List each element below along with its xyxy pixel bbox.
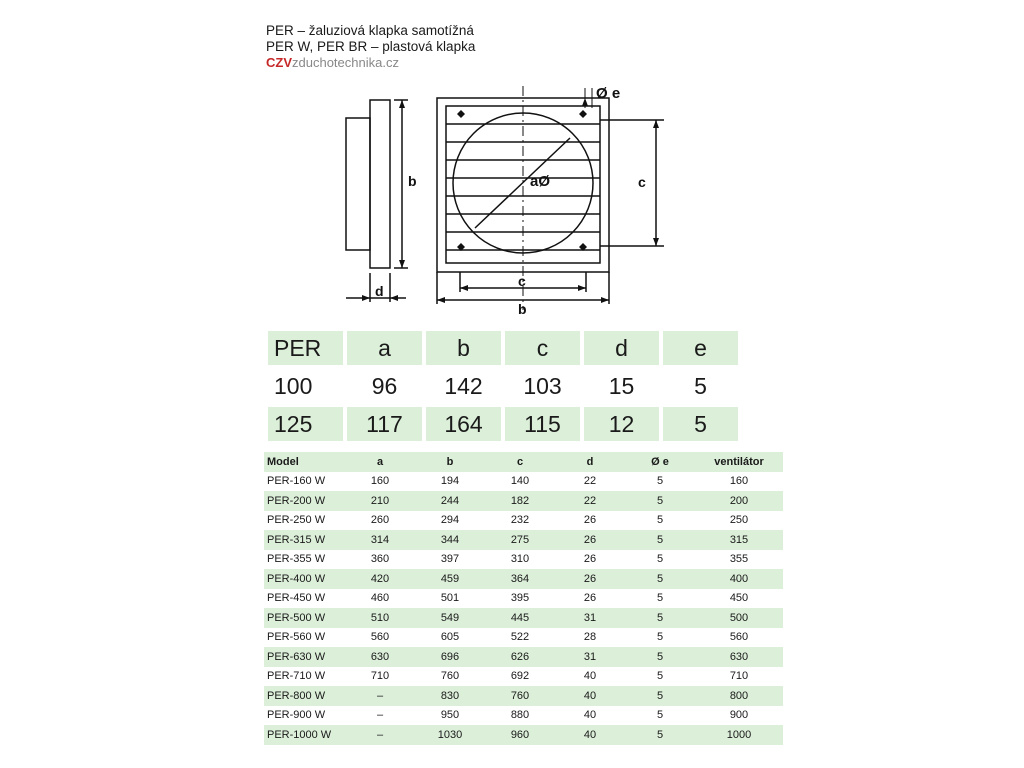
table-cell: 244 <box>415 491 485 511</box>
table-cell: 310 <box>510 553 530 566</box>
table-cell: 31 <box>555 608 625 628</box>
table-cell: 445 <box>485 608 555 628</box>
table-cell: 364 <box>485 569 555 589</box>
table-row <box>264 472 783 492</box>
table-cell: 560 <box>729 631 749 644</box>
table-cell: 5 <box>625 647 695 667</box>
table-cell: 626 <box>485 647 555 667</box>
big-table-cell: 96 <box>371 372 398 399</box>
table-row <box>264 686 783 706</box>
model-name-cell: PER-450 W <box>267 592 326 605</box>
brand-logo <box>266 55 475 71</box>
big-table-cell: 142 <box>444 372 483 399</box>
big-table-header-cell: PER <box>268 331 343 365</box>
table-cell: 182 <box>485 491 555 511</box>
table-cell: 549 <box>415 608 485 628</box>
table-cell: 460 <box>370 592 390 605</box>
big-table-header-cell: d <box>584 331 659 365</box>
table-cell: 400 <box>695 569 783 589</box>
table-cell: – <box>345 686 415 706</box>
table-cell: 630 <box>345 647 415 667</box>
big-table-cell: 117 <box>347 407 422 441</box>
table-cell: 710 <box>370 670 390 683</box>
table-cell: 22 <box>555 491 625 511</box>
small-table-header-cell: ventilátor <box>695 452 783 472</box>
table-cell: 5 <box>656 475 664 488</box>
table-cell: – <box>345 725 415 745</box>
table-cell: 510 <box>345 608 415 628</box>
table-cell: 315 <box>695 530 783 550</box>
table-row <box>264 608 783 628</box>
table-row <box>264 628 783 648</box>
table-row <box>264 725 783 745</box>
table-cell: 40 <box>583 670 597 683</box>
table-cell: 395 <box>510 592 530 605</box>
table-cell: 26 <box>555 530 625 550</box>
table-cell: 250 <box>729 514 749 527</box>
table-row <box>264 550 783 570</box>
table-cell: 22 <box>583 475 597 488</box>
table-row <box>264 569 783 589</box>
model-name-cell: PER-500 W <box>264 608 345 628</box>
table-cell: 26 <box>583 553 597 566</box>
table-row <box>264 706 783 726</box>
table-cell: 710 <box>729 670 749 683</box>
table-row <box>264 589 783 609</box>
model-name-cell: PER-630 W <box>264 647 345 667</box>
big-table-cell: 115 <box>505 407 580 441</box>
model-name-cell: PER-1000 W <box>264 725 345 745</box>
small-table-body <box>264 472 783 745</box>
technical-drawing <box>330 78 670 318</box>
big-table-header-row <box>268 331 738 365</box>
label-c-right: c <box>638 174 646 190</box>
table-cell: 522 <box>510 631 530 644</box>
label-e: Ø e <box>596 85 621 102</box>
big-table-cell: 12 <box>584 407 659 441</box>
model-name-cell: PER-560 W <box>267 631 326 644</box>
table-cell: 760 <box>440 670 460 683</box>
table-cell: 360 <box>370 553 390 566</box>
side-view-body <box>346 118 370 250</box>
table-cell: 960 <box>485 725 555 745</box>
table-cell: 275 <box>485 530 555 550</box>
table-row <box>264 647 783 667</box>
big-table-cell: 15 <box>608 372 635 399</box>
title-line-2: PER W, PER BR – plastová klapka <box>266 39 476 54</box>
table-cell: 26 <box>555 569 625 589</box>
table-cell: – <box>376 709 384 722</box>
model-name-cell: PER-400 W <box>264 569 345 589</box>
big-table-header-cell: a <box>347 331 422 365</box>
table-cell: 200 <box>695 491 783 511</box>
table-cell: 26 <box>583 514 597 527</box>
model-name-cell: PER-800 W <box>264 686 345 706</box>
table-cell: 760 <box>485 686 555 706</box>
small-table-header-cell: Model <box>264 452 345 472</box>
big-table-cell: 164 <box>426 407 501 441</box>
big-table-header-cell: b <box>426 331 501 365</box>
small-table-header-cell: b <box>415 452 485 472</box>
big-table-cell: 103 <box>523 372 562 399</box>
table-cell: 5 <box>656 514 664 527</box>
table-cell: 880 <box>510 709 530 722</box>
table-cell: 500 <box>695 608 783 628</box>
label-a: aØ <box>530 173 551 190</box>
big-table-row <box>268 369 738 403</box>
label-d: d <box>375 283 384 299</box>
table-cell: 210 <box>345 491 415 511</box>
table-cell: 232 <box>510 514 530 527</box>
label-c-bottom: c <box>518 273 526 289</box>
label-b-side: b <box>408 173 417 189</box>
table-cell: 5 <box>656 553 664 566</box>
table-cell: 5 <box>625 491 695 511</box>
table-cell: 314 <box>345 530 415 550</box>
table-row <box>264 511 783 531</box>
table-cell: 260 <box>370 514 390 527</box>
table-cell: 5 <box>625 608 695 628</box>
table-cell: 355 <box>729 553 749 566</box>
table-cell: 5 <box>625 530 695 550</box>
table-cell: 5 <box>656 709 664 722</box>
table-cell: 5 <box>625 569 695 589</box>
side-view-flange <box>370 100 390 268</box>
table-cell: 692 <box>510 670 530 683</box>
title-line-1: PER – žaluziová klapka samotížná <box>266 23 474 38</box>
table-cell: 5 <box>625 686 695 706</box>
per-w-model-table <box>264 452 783 745</box>
document-header <box>266 23 475 71</box>
table-cell: 40 <box>555 725 625 745</box>
table-cell: 31 <box>555 647 625 667</box>
table-cell: 194 <box>440 475 460 488</box>
table-row <box>264 491 783 511</box>
table-cell: 900 <box>729 709 749 722</box>
table-cell: 40 <box>555 686 625 706</box>
table-cell: 630 <box>695 647 783 667</box>
table-cell: 5 <box>656 592 664 605</box>
table-cell: 830 <box>415 686 485 706</box>
big-table-cell: 5 <box>694 372 707 399</box>
small-table-header-cell: Ø e <box>625 452 695 472</box>
brand-cz: CZ <box>266 55 284 70</box>
small-table-header-cell: d <box>555 452 625 472</box>
table-cell: 40 <box>583 709 597 722</box>
table-cell: 140 <box>510 475 530 488</box>
table-cell: 5 <box>625 725 695 745</box>
brand-rest: zduchotechnika.cz <box>292 55 399 70</box>
table-row <box>264 530 783 550</box>
table-cell: 605 <box>440 631 460 644</box>
table-cell: 397 <box>440 553 460 566</box>
table-row <box>264 667 783 687</box>
table-cell: 160 <box>729 475 749 488</box>
label-b-bottom: b <box>518 301 527 317</box>
table-cell: 26 <box>583 592 597 605</box>
table-cell: 28 <box>583 631 597 644</box>
table-cell: 5 <box>656 631 664 644</box>
table-cell: 1000 <box>695 725 783 745</box>
model-name-cell: PER-710 W <box>267 670 326 683</box>
big-table-cell: 5 <box>663 407 738 441</box>
brand-v: V <box>283 55 293 70</box>
model-name-cell: PER-355 W <box>267 553 326 566</box>
table-cell: 800 <box>695 686 783 706</box>
model-name-cell: PER-250 W <box>267 514 326 527</box>
table-cell: 501 <box>440 592 460 605</box>
table-cell: 450 <box>729 592 749 605</box>
small-table-header-cell: a <box>345 452 415 472</box>
table-cell: 294 <box>440 514 460 527</box>
model-name-cell: PER-315 W <box>264 530 345 550</box>
big-table-header-cell: c <box>505 331 580 365</box>
table-cell: 560 <box>370 631 390 644</box>
model-name-cell: PER-200 W <box>264 491 345 511</box>
small-table-header-row <box>264 452 783 472</box>
table-cell: 160 <box>370 475 390 488</box>
table-cell: 5 <box>656 670 664 683</box>
big-table-header-cell: e <box>663 331 738 365</box>
table-cell: 344 <box>415 530 485 550</box>
small-table-header-cell: c <box>485 452 555 472</box>
big-table-row <box>268 407 738 441</box>
table-cell: 696 <box>415 647 485 667</box>
big-table-cell: 125 <box>268 407 343 441</box>
model-name-cell: PER-160 W <box>267 475 326 488</box>
table-cell: 1030 <box>415 725 485 745</box>
table-cell: 420 <box>345 569 415 589</box>
table-cell: 459 <box>415 569 485 589</box>
model-name-cell: PER-900 W <box>267 709 326 722</box>
big-table-cell: 100 <box>274 372 313 399</box>
per-dimension-table <box>264 327 742 445</box>
table-cell: 950 <box>440 709 460 722</box>
